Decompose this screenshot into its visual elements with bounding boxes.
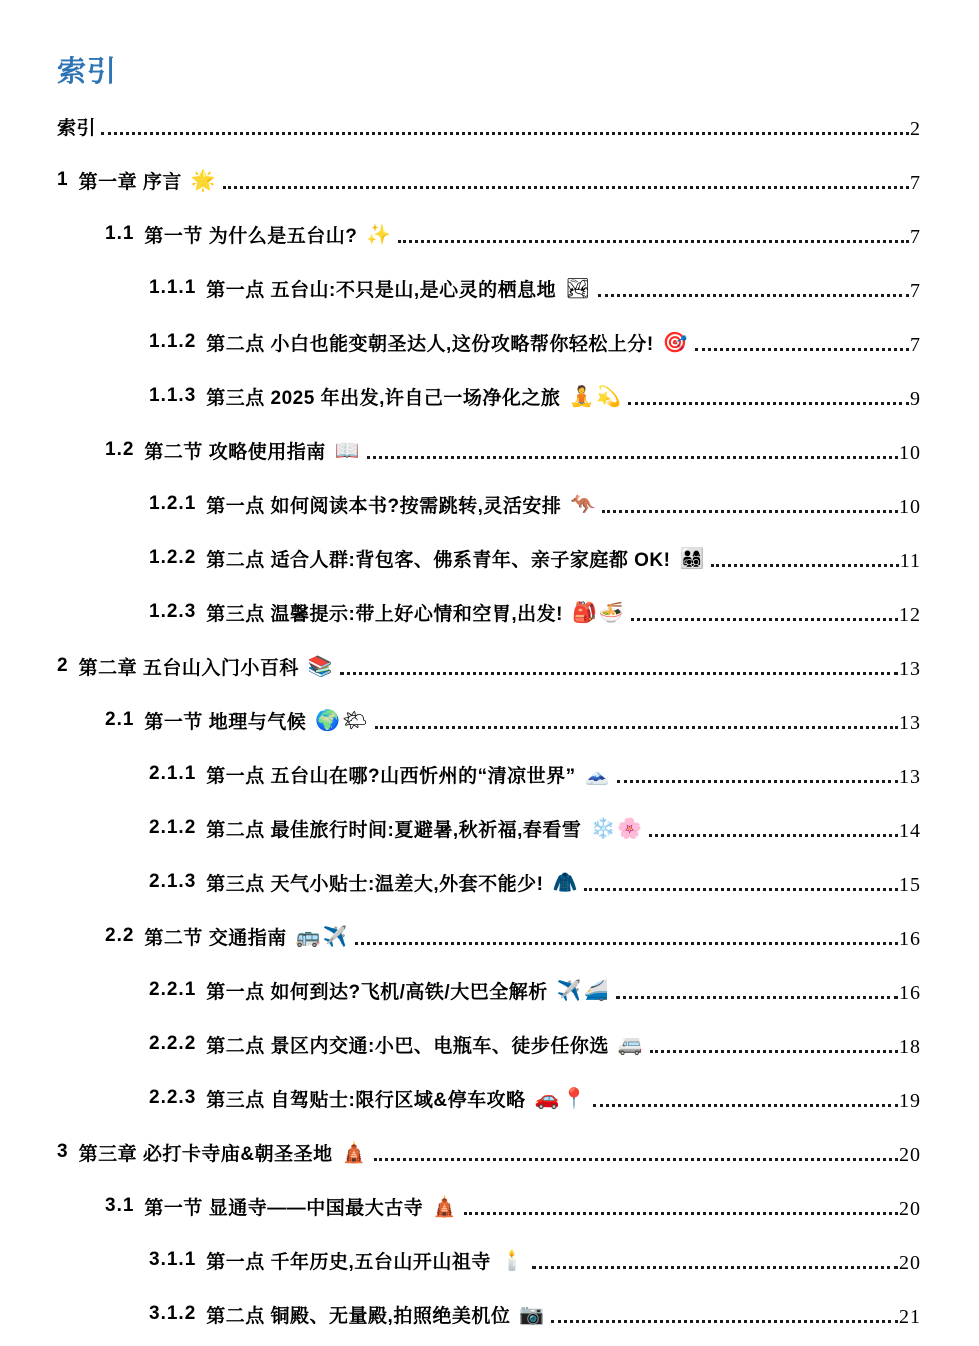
entry-page-number: 13 [899,657,921,680]
dot-leader [584,888,898,891]
toc-entry[interactable] [57,99,921,153]
toc-entry[interactable] [57,1125,921,1179]
entry-label: 索引 [57,117,97,139]
entry-page-number: 21 [899,1305,921,1328]
entry-label: 第一点 如何到达?飞机/高铁/大巴全解析 [206,981,548,1003]
toc-entry[interactable] [57,207,921,261]
toc-entry[interactable] [57,369,921,423]
snow-mountain-icon: 🗻 [584,763,612,786]
toc-entry[interactable] [57,1017,921,1071]
entry-label: 第一章 序言 [78,171,182,193]
entry-page-number: 18 [899,1035,921,1058]
camera-icon: 📷 [519,1303,547,1326]
entry-number: 2 [57,655,69,677]
entry-page-number: 20 [899,1251,921,1274]
entry-number: 3.1 [105,1195,135,1217]
toc-entry[interactable] [57,1233,921,1287]
toc-entry[interactable] [57,747,921,801]
entry-page-number: 7 [910,171,921,194]
dot-leader [355,942,898,945]
entry-label: 第一节 显通寺——中国最大古寺 [144,1197,424,1219]
entry-number: 3.1.1 [149,1249,197,1271]
entry-label: 第三点 温馨提示:带上好心情和空胃,出发! [206,603,563,625]
dot-leader [340,672,898,675]
car-icon round-pushpin-icon: 🚗📍 [534,1087,589,1110]
entry-number: 2.1.3 [149,871,197,893]
entry-label: 第二节 交通指南 [144,927,287,949]
airplane-icon high-speed-train-icon: ✈️🚄 [556,979,611,1002]
toc-entry[interactable] [57,693,921,747]
entry-number: 1.1 [105,223,135,245]
dot-leader [616,996,898,999]
entry-number: 3.1.2 [149,1303,197,1325]
globe-icon sun-behind-cloud-icon: 🌍🌤 [315,709,370,732]
entry-page-number: 11 [899,549,921,572]
coat-icon: 🧥 [552,871,580,894]
entry-page-number: 19 [899,1089,921,1112]
entry-label: 第二节 攻略使用指南 [144,441,326,463]
entry-page-number: 16 [899,981,921,1004]
dot-leader [223,186,909,189]
entry-label: 第一点 五台山:不只是山,是心灵的栖息地 [206,279,557,301]
toc-entry[interactable] [57,261,921,315]
temple-icon: 🛕 [341,1141,369,1164]
toc-entry[interactable] [57,639,921,693]
entry-number: 1.1.2 [149,331,197,353]
entry-page-number: 10 [899,441,921,464]
entry-label: 第二点 适合人群:背包客、佛系青年、亲子家庭都 OK! [206,549,671,571]
kangaroo-icon: 🦘 [570,493,598,516]
dot-leader [628,402,909,405]
entry-label: 第二点 景区内交通:小巴、电瓶车、徒步任你选 [206,1035,609,1057]
entry-page-number: 14 [899,819,921,842]
toc-entry[interactable] [57,585,921,639]
dot-leader [101,132,909,135]
entry-number: 2.2 [105,925,135,947]
snowflake-icon cherry-blossom-icon: ❄️🌸 [590,817,645,840]
toc-entry[interactable] [57,423,921,477]
toc-entry[interactable] [57,963,921,1017]
direct-hit-target-icon: 🎯 [662,331,690,354]
toc-entry[interactable] [57,1071,921,1125]
entry-number: 2.2.2 [149,1033,197,1055]
dot-leader [695,348,909,351]
toc-entry[interactable] [57,1287,921,1341]
open-book-icon: 📖 [334,439,362,462]
entry-page-number: 20 [899,1143,921,1166]
entry-page-number: 15 [899,873,921,896]
candle-icon: 🕯️ [499,1249,527,1272]
meditating-person-icon dizzy-star-icon: 🧘💫 [569,385,624,408]
page-title: 索引 [57,56,118,88]
entry-page-number: 7 [910,279,921,302]
entry-label: 第一节 为什么是五台山? [144,225,358,247]
toc-entry[interactable] [57,855,921,909]
dot-leader [398,240,909,243]
backpack-icon noodle-bowl-icon: 🎒🍜 [571,601,626,624]
entry-page-number: 13 [899,711,921,734]
entry-label: 第一点 如何阅读本书?按需跳转,灵活安排 [206,495,562,517]
national-park-icon: 🏞 [565,277,593,300]
glowing-star-icon: 🌟 [190,169,218,192]
family-icon: 👨‍👩‍👧‍👦 [679,547,707,570]
toc-entry[interactable] [57,1179,921,1233]
entry-number: 2.1.1 [149,763,197,785]
dot-leader [464,1212,898,1215]
entry-label: 第三点 2025 年出发,许自己一场净化之旅 [206,387,561,409]
dot-leader [374,1158,899,1161]
entry-page-number: 13 [899,765,921,788]
dot-leader [711,564,898,567]
toc-entry[interactable] [57,531,921,585]
dot-leader [367,456,898,459]
entry-label: 第二点 铜殿、无量殿,拍照绝美机位 [206,1305,511,1327]
toc-entry[interactable] [57,801,921,855]
entry-number: 2.2.3 [149,1087,197,1109]
entry-label: 第二点 小白也能变朝圣达人,这份攻略帮你轻松上分! [206,333,654,355]
entry-page-number: 16 [899,927,921,950]
entry-label: 第一点 千年历史,五台山开山祖寺 [206,1251,491,1273]
entry-number: 1.2.1 [149,493,197,515]
entry-number: 2.1 [105,709,135,731]
entry-number: 1.2.2 [149,547,197,569]
dot-leader [593,1104,898,1107]
entry-label: 第二章 五台山入门小百科 [78,657,299,679]
table-of-contents [57,99,921,1341]
dot-leader [375,726,899,729]
toc-entry[interactable] [57,153,921,207]
minibus-icon: 🚐 [617,1033,645,1056]
entry-number: 1.2 [105,439,135,461]
dot-leader [532,1266,898,1269]
bus-icon airplane-icon: 🚌✈️ [295,925,350,948]
entry-number: 1 [57,169,69,191]
entry-number: 1.2.3 [149,601,197,623]
toc-entry[interactable] [57,477,921,531]
entry-page-number: 7 [910,225,921,248]
toc-entry[interactable] [57,315,921,369]
entry-page-number: 9 [910,387,921,410]
sparkles-icon: ✨ [366,223,394,246]
entry-label: 第一点 五台山在哪?山西忻州的“清凉世界” [206,765,576,787]
dot-leader [551,1320,898,1323]
temple-icon: 🛕 [432,1195,460,1218]
entry-number: 1.1.1 [149,277,197,299]
dot-leader [598,294,909,297]
dot-leader [617,780,898,783]
entry-number: 2.2.1 [149,979,197,1001]
entry-label: 第三章 必打卡寺庙&朝圣圣地 [78,1143,333,1165]
entry-page-number: 12 [899,603,921,626]
toc-entry[interactable] [57,909,921,963]
entry-label: 第二点 最佳旅行时间:夏避暑,秋祈福,春看雪 [206,819,582,841]
entry-page-number: 7 [910,333,921,356]
dot-leader [631,618,898,621]
entry-label: 第三点 自驾贴士:限行区域&停车攻略 [206,1089,526,1111]
entry-label: 第三点 天气小贴士:温差大,外套不能少! [206,873,544,895]
dot-leader [602,510,898,513]
entry-page-number: 2 [910,117,921,140]
entry-number: 3 [57,1141,69,1163]
entry-page-number: 10 [899,495,921,518]
entry-label: 第一节 地理与气候 [144,711,307,733]
dot-leader [649,834,898,837]
entry-number: 1.1.3 [149,385,197,407]
entry-number: 2.1.2 [149,817,197,839]
entry-page-number: 20 [899,1197,921,1220]
books-icon: 📚 [307,655,335,678]
dot-leader [650,1050,898,1053]
